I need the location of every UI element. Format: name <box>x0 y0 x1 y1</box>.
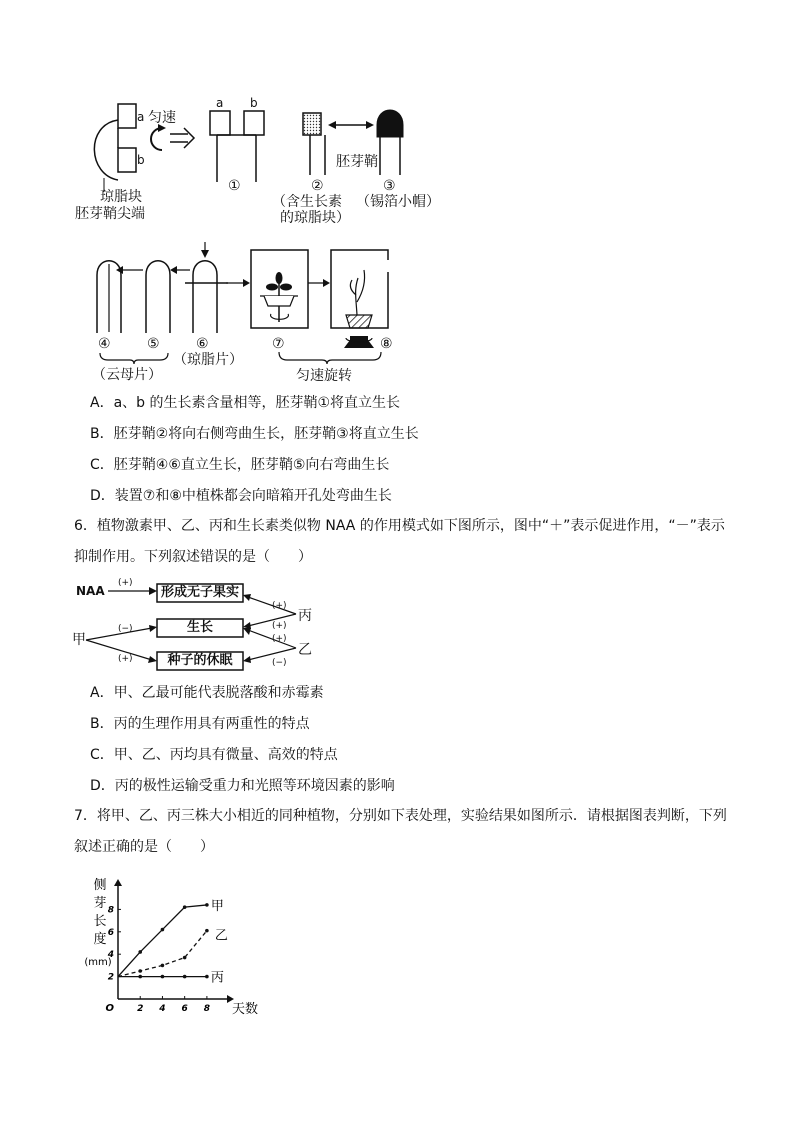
diagram-bing-plus2: (+) <box>272 621 287 631</box>
q6-option-c[interactable]: C．甲、乙、丙均具有微量、高效的特点 <box>90 747 338 763</box>
diagram-naa: NAA <box>76 584 105 598</box>
label-n7: ⑦ <box>272 336 285 352</box>
data-point <box>183 956 187 960</box>
series-label: 甲 <box>210 898 224 914</box>
diagram-yi: 乙 <box>298 642 312 658</box>
series-label: 乙 <box>214 928 228 944</box>
side-bud-length-chart <box>80 875 260 1025</box>
diagram-box2: 生长 <box>186 620 213 635</box>
origin-label: O <box>105 1003 114 1014</box>
y-tick-label: 4 <box>107 950 114 961</box>
label-n8: ⑧ <box>380 336 393 352</box>
x-axis-label: 天数 <box>232 1002 259 1017</box>
label-b-top: b <box>250 96 258 110</box>
label-coleoptile: 胚芽鞘 <box>336 154 378 170</box>
y-tick-label: 6 <box>107 927 114 938</box>
label-agar-slice: （琼脂片） <box>173 352 243 368</box>
label-a-top: a <box>216 96 224 110</box>
data-point <box>205 975 209 979</box>
label-n4: ④ <box>98 336 111 352</box>
x-tick-label: 6 <box>181 1004 188 1014</box>
label-a: a <box>137 110 145 124</box>
label-n6: ⑥ <box>196 336 209 352</box>
q6-option-a[interactable]: A．甲、乙最可能代表脱落酸和赤霉素 <box>90 685 324 701</box>
label-agar-block-of: 的琼脂块） <box>280 210 350 226</box>
data-point <box>138 975 142 979</box>
label-uniform-rotation: 匀速旋转 <box>296 368 352 384</box>
q6-option-b[interactable]: B．丙的生理作用具有两重性的特点 <box>90 716 310 732</box>
label-n2: ② <box>311 178 324 194</box>
y-axis-label-unit: (mm) <box>84 957 112 968</box>
y-axis-label-char: 芽 <box>93 896 107 911</box>
diagram-jia-minus: (−) <box>118 624 133 634</box>
x-tick-label: 4 <box>159 1004 166 1014</box>
label-coleoptile-tip: 胚芽鞘尖端 <box>75 206 145 222</box>
data-point <box>205 929 209 933</box>
y-axis-label-char: 长 <box>93 914 107 929</box>
q5-option-c[interactable]: C．胚芽鞘④⑥直立生长，胚芽鞘⑤向右弯曲生长 <box>90 457 390 473</box>
data-point <box>138 950 142 954</box>
data-point <box>161 975 165 979</box>
q5-option-a[interactable]: A．a、b 的生长素含量相等，胚芽鞘①将直立生长 <box>90 395 401 411</box>
q6-stem: 6．植物激素甲、乙、丙和生长素类似物 NAA 的作用模式如下图所示，图中“＋”表示促进作用，“－”表示抑制作用。下列叙述错误的是（ ） <box>74 518 725 565</box>
diagram-yi-plus: (+) <box>272 634 287 644</box>
diagram-naa-plus: (+) <box>118 578 133 588</box>
label-contains-auxin: （含生长素 <box>272 194 342 210</box>
label-agar-block: 琼脂块 <box>100 189 142 205</box>
y-tick-label: 8 <box>107 905 114 916</box>
series-label: 丙 <box>210 970 224 986</box>
x-tick-label: 8 <box>203 1004 211 1014</box>
label-n5: ⑤ <box>147 336 160 352</box>
label-n1: ① <box>228 178 241 194</box>
y-axis-label-char: 度 <box>93 932 107 947</box>
data-point <box>183 975 187 979</box>
y-axis-label-char: 侧 <box>93 878 107 893</box>
data-point <box>205 903 209 907</box>
diagram-box1: 形成无子果实 <box>160 585 239 600</box>
diagram-bing-plus1: (+) <box>272 601 287 611</box>
series-line-1 <box>118 931 207 977</box>
data-point <box>161 964 165 968</box>
q7-stem: 7．将甲、乙、丙三株大小相近的同种植物，分别如下表处理，实验结果如图所示．请根据图表判断，下列叙述正确的是（ ） <box>74 808 727 855</box>
q6-option-d[interactable]: D．丙的极性运输受重力和光照等环境因素的影响 <box>90 778 395 794</box>
diagram-yi-minus: (−) <box>272 658 287 668</box>
diagram-box3: 种子的休眠 <box>167 653 233 668</box>
diagram-jia: 甲 <box>72 632 86 648</box>
diagram-bing: 丙 <box>298 608 312 624</box>
label-b: b <box>137 153 145 167</box>
diagram-jia-plus: (+) <box>118 654 133 664</box>
x-tick-label: 2 <box>137 1004 144 1014</box>
q5-option-b[interactable]: B．胚芽鞘②将向右侧弯曲生长，胚芽鞘③将直立生长 <box>90 426 419 442</box>
label-uniform-speed: 匀速 <box>148 110 176 126</box>
y-axis-arrow <box>114 879 122 886</box>
y-tick-label: 2 <box>107 972 114 983</box>
label-n3: ③ <box>383 178 396 194</box>
label-mica: （云母片） <box>92 367 162 383</box>
data-point <box>183 905 187 909</box>
data-point <box>138 969 142 973</box>
q5-option-d[interactable]: D．装置⑦和⑧中植株都会向暗箱开孔处弯曲生长 <box>90 488 392 504</box>
label-foil-cap: （锡箔小帽） <box>356 194 440 210</box>
data-point <box>161 928 165 932</box>
